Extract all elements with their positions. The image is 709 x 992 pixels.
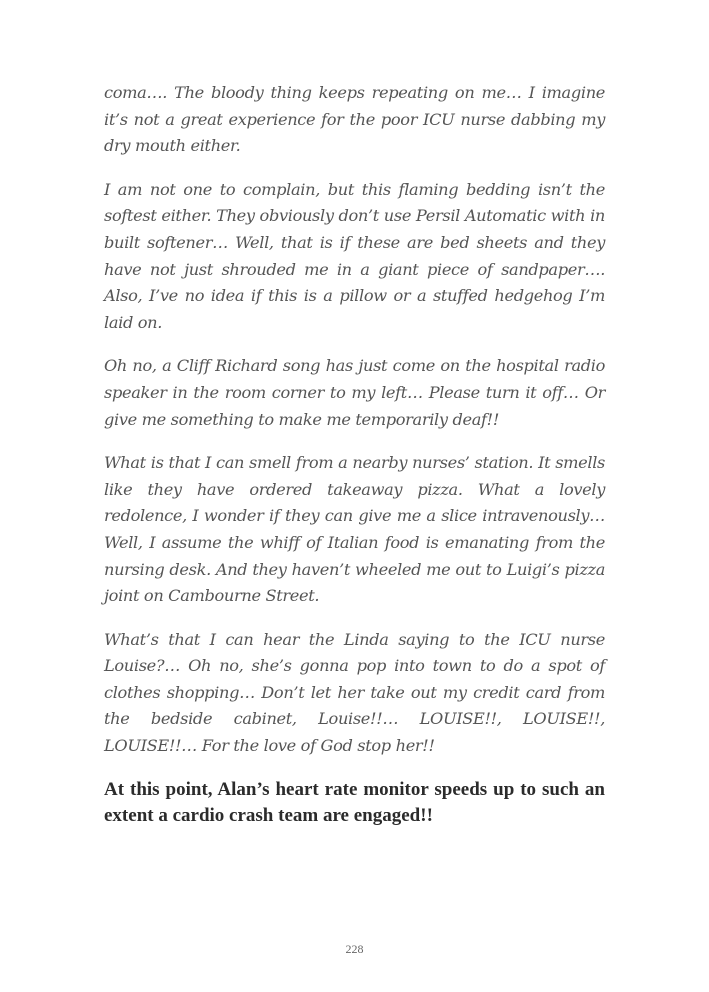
paragraph-bedding: I am not one to complain, but this flaming bedding isn’t the softest either. They obviously don’t use Persil Automatic with in built softener… Well, that is if these are bed sheets and they have not just shrouded me in a giant piece of sandpaper…. Also, I’ve no idea if this is a pillow or a stuffed hedgehog I’m laid on. (104, 179, 605, 332)
paragraph-louise: What’s that I can hear the Linda saying to the ICU nurse Louise?… Oh no, she’s gonna pop into town to do a spot of clothes shopping… Don’t let her take out my credit card from the bedside cabinet, Louise!!… LOUISE!!, LOUISE!!, LOUISE!!… For the love of God stop her!! (104, 629, 605, 756)
paragraph-pizza: What is that I can smell from a nearby nurses’ station. It smells like they have ordered takeaway pizza. What a lovely redolence, I wonder if they can give me a slice intravenously… Well, I assume the whiff of Italian food is emanating from the nursing desk. And they haven’t wheeled me out to Luigi’s pizza joint on Cambourne Street. (104, 453, 605, 606)
paragraph-coma: coma…. The bloody thing keeps repeating on me… I imagine it’s not a great experience for the poor ICU nurse dabbing my dry mouth either. (104, 83, 605, 156)
page-number: 228 (345, 942, 364, 956)
body-text (104, 80, 605, 847)
closing-paragraph: At this point, Alan’s heart rate monitor speeds up to such an extent a cardio crash team are engaged!! (104, 778, 605, 827)
paragraph-cliff-richard: Oh no, a Cliff Richard song has just come on the hospital radio speaker in the room corner to my left… Please turn it off… Or give me something to make me temporarily deaf!! (104, 356, 605, 429)
